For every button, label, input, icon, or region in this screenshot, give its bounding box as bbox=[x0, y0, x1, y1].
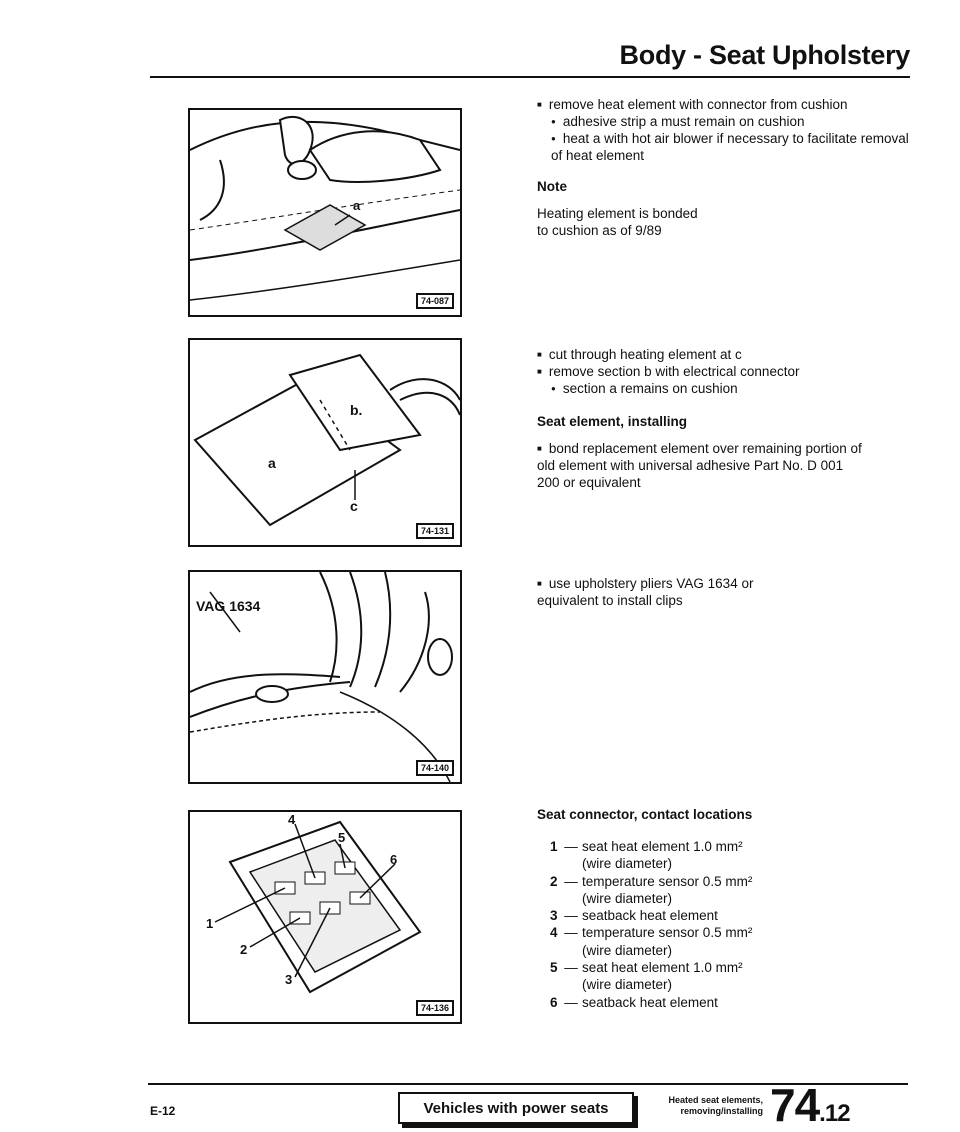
page-code: E-12 bbox=[150, 1104, 176, 1118]
header-rule bbox=[150, 76, 910, 78]
figure-tag: 74-087 bbox=[416, 293, 454, 309]
instruction-step: ■ remove heat element with connector from cushion bbox=[537, 96, 917, 113]
legend-item: 2 — temperature sensor 0.5 mm² bbox=[550, 873, 753, 889]
instruction-substep: ● section a remains on cushion bbox=[537, 380, 917, 397]
vehicle-scope-box: Vehicles with power seats bbox=[398, 1092, 634, 1124]
contact-label: 1 bbox=[206, 916, 214, 931]
figure-label: a bbox=[268, 455, 276, 471]
contact-label: 2 bbox=[240, 942, 248, 957]
legend-item: 6 — seatback heat element bbox=[550, 994, 718, 1010]
legend-item: 4 — temperature sensor 0.5 mm² bbox=[550, 925, 753, 941]
contact-legend bbox=[550, 838, 752, 1011]
footer-description: Heated seat elements, removing/installing bbox=[668, 1095, 763, 1116]
tool-label: VAG 1634 bbox=[196, 598, 261, 614]
legend-item: 3 — seatback heat element bbox=[550, 908, 718, 924]
legend-item-note: (wire diameter) bbox=[582, 890, 673, 906]
page-title: Body - Seat Upholstery bbox=[619, 40, 910, 70]
instruction-step: ■ bond replacement element over remaining portion of old element with universal adhesive Part No. D 001 200 or equivalent bbox=[537, 440, 867, 491]
contact-label: 5 bbox=[338, 830, 346, 845]
instruction-substep: ● heat a with hot air blower if necessary to facilitate removal of heat element bbox=[537, 130, 917, 164]
figure-remove-heat-element bbox=[188, 108, 462, 317]
connector-diagram bbox=[190, 812, 460, 1022]
note-heading: Note bbox=[537, 179, 567, 194]
note-text: Heating element is bonded to cushion as of 9/89 bbox=[537, 206, 698, 238]
legend-item-note: (wire diameter) bbox=[582, 977, 673, 993]
legend-heading: Seat connector, contact locations bbox=[537, 807, 753, 822]
cushion-hand-illustration bbox=[190, 110, 460, 315]
contact-label: 3 bbox=[285, 972, 293, 987]
legend-item: 1 — seat heat element 1.0 mm² bbox=[550, 839, 743, 854]
figure-label: b. bbox=[350, 402, 363, 418]
contact-label: 4 bbox=[288, 812, 296, 827]
section-install-clips bbox=[537, 575, 817, 609]
instruction-substep: ● adhesive strip a must remain on cushion bbox=[537, 113, 917, 130]
heating-element-diagram bbox=[190, 340, 460, 545]
legend-item: 5 — seat heat element 1.0 mm² bbox=[550, 960, 743, 976]
instruction-step: ■ remove section b with electrical connector bbox=[537, 363, 917, 380]
contact-label: 6 bbox=[390, 852, 398, 867]
instruction-step: ■ use upholstery pliers VAG 1634 or equivalent to install clips bbox=[537, 575, 817, 609]
section-heading: Seat element, installing bbox=[537, 414, 688, 429]
figure-label: c bbox=[350, 498, 358, 514]
legend-item-note: (wire diameter) bbox=[582, 942, 673, 958]
figure-upholstery-pliers bbox=[188, 570, 462, 784]
instruction-step: ■ cut through heating element at c bbox=[537, 346, 917, 363]
figure-cut-heating-element bbox=[188, 338, 462, 547]
figure-seat-connector bbox=[188, 810, 462, 1024]
section-cut-element bbox=[537, 346, 917, 491]
figure-tag: 74-136 bbox=[416, 1000, 454, 1016]
figure-tag: 74-140 bbox=[416, 760, 454, 776]
legend-item-note: (wire diameter) bbox=[582, 856, 673, 872]
figure-label: a bbox=[353, 198, 361, 213]
section-remove-element bbox=[537, 96, 917, 239]
figure-tag: 74-131 bbox=[416, 523, 454, 539]
section-number: 74.12 bbox=[770, 1079, 850, 1131]
